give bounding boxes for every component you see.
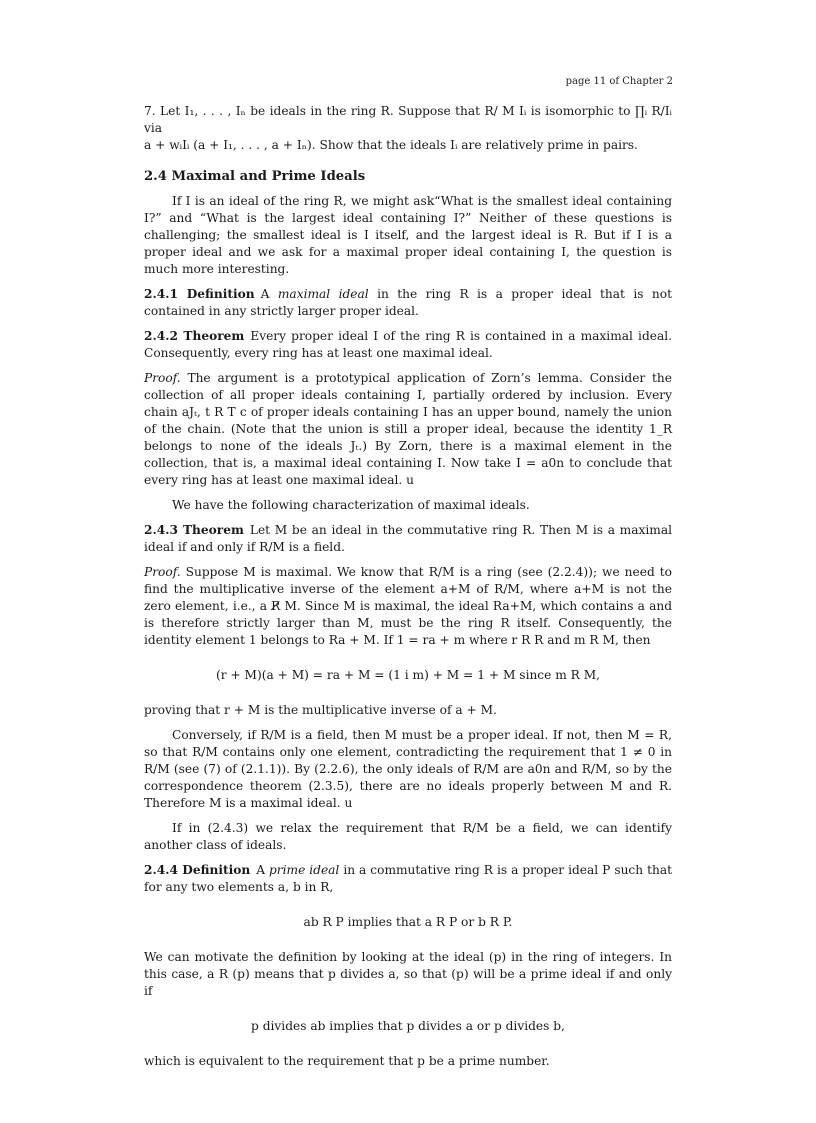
page-header: page 11 of Chapter 2: [565, 76, 673, 87]
proof-2-4-3: [144, 564, 672, 649]
definition-text: in a commutative ring R is a proper ideal P such that for any two elements a, b in R,: [144, 863, 672, 894]
theorem-label: 2.4.3 Theorem: [144, 523, 244, 537]
definition-text: in the ring R is a proper ideal that is not contained in any strictly larger proper ideal.: [144, 287, 672, 318]
proof-label: Proof.: [144, 565, 181, 579]
proof-text: The argument is a prototypical application of Zorn’s lemma. Consider the collection of all proper ideals containing I, partially ordered by inclusion. Every chain aJₜ, t R T c of proper ideals containing I has an upper bound, namely the union of the chain. (Note that the union is still a proper ideal, because the identity 1_R belongs to none of the ideals Jₜ.) By Zorn, there is a maximal element in the collection, that is, a maximal ideal containing I. Now take I = a0n to conclude that every ring has at least one maximal ideal. u: [144, 371, 672, 487]
definition-2-4-4: [144, 862, 672, 896]
page-content: [144, 103, 672, 1070]
conversely-paragraph: Conversely, if R/M is a field, then M must be a proper ideal. If not, then M = R, so that R/M contains only one element, contradicting the requirement that 1 ≠ 0 in R/M (see (7) of (2.1.1)). By (2.2.6), the only ideals of R/M are a0n and R/M, so by the correspondence theorem (2.3.5), there are no ideals properly between M and R. Therefore M is a maximal ideal. u: [144, 728, 672, 810]
theorem-text: Every proper ideal I of the ring R is contained in a maximal ideal. Consequently, every ring has at least one maximal ideal.: [144, 329, 672, 360]
theorem-text: Let M be an ideal in the commutative ring R. Then M is a maximal ideal if and only if R/M is a field.: [144, 523, 672, 554]
definition-text: A: [256, 863, 269, 877]
relax-paragraph: If in (2.4.3) we relax the requirement that R/M be a field, we can identify another class of ideals.: [144, 821, 672, 852]
display-equation-1: (r + M)(a + M) = ra + M = (1 i m) + M = 1 + M since m R M,: [215, 668, 601, 682]
motivate-paragraph: We can motivate the definition by looking at the ideal (p) in the ring of integers. In this case, a R (p) means that p divides a, so that (p) will be a prime ideal if and only if: [144, 950, 672, 998]
display-equation-3: p divides ab implies that p divides a or p divides b,: [251, 1019, 565, 1033]
theorem-label: 2.4.2 Theorem: [144, 329, 245, 343]
exercise-7-line2: a + wᵢIᵢ (a + I₁, . . . , a + Iₙ). Show that the ideals Iᵢ are relatively prime in pairs.: [144, 138, 638, 152]
definition-text: A: [260, 287, 278, 301]
definition-label: 2.4.1 Definition: [144, 287, 255, 301]
proof-text: Suppose M is maximal. We know that R/M is a ring (see (2.2.4)); we need to find the multiplicative inverse of the element a+M of R/M, where a+M is not the zero element, i.e., a R̸ M. Since M is maximal, the ideal Ra+M, which contains a and is therefore strictly larger than M, must be the ring R itself. Consequently, the identity element 1 belongs to Ra + M. If 1 = ra + m where r R R and m R M, then: [144, 565, 672, 647]
characterization-line: We have the following characterization of maximal ideals.: [172, 498, 530, 512]
proof-label: Proof.: [144, 371, 181, 385]
display-equation-2: ab R P implies that a R P or b R P.: [303, 915, 513, 929]
proving-line: proving that r + M is the multiplicative inverse of a + M.: [144, 703, 497, 717]
exercise-7-line1: 7. Let I₁, . . . , Iₙ be ideals in the ring R. Suppose that R/ M Iᵢ is isomorphic to ∏ᵢ R/Iᵢ via: [144, 104, 672, 135]
intro-paragraph: If I is an ideal of the ring R, we might ask“What is the smallest ideal containing I?” and “What is the largest ideal containing I?” Neither of these questions is challenging; the smallest ideal is I itself, and the largest ideal is R. But if I is a proper ideal and we ask for a maximal proper ideal containing I, the question is much more interesting.: [144, 194, 672, 276]
theorem-2-4-3: [144, 522, 672, 556]
definition-label: 2.4.4 Definition: [144, 863, 251, 877]
definition-2-4-1: [144, 286, 672, 320]
definition-term: prime ideal: [268, 863, 340, 877]
definition-term: maximal ideal: [277, 287, 369, 301]
theorem-2-4-2: [144, 328, 672, 362]
proof-2-4-2: [144, 370, 672, 489]
final-line: which is equivalent to the requirement that p be a prime number.: [144, 1054, 550, 1068]
section-title: 2.4 Maximal and Prime Ideals: [144, 169, 366, 184]
